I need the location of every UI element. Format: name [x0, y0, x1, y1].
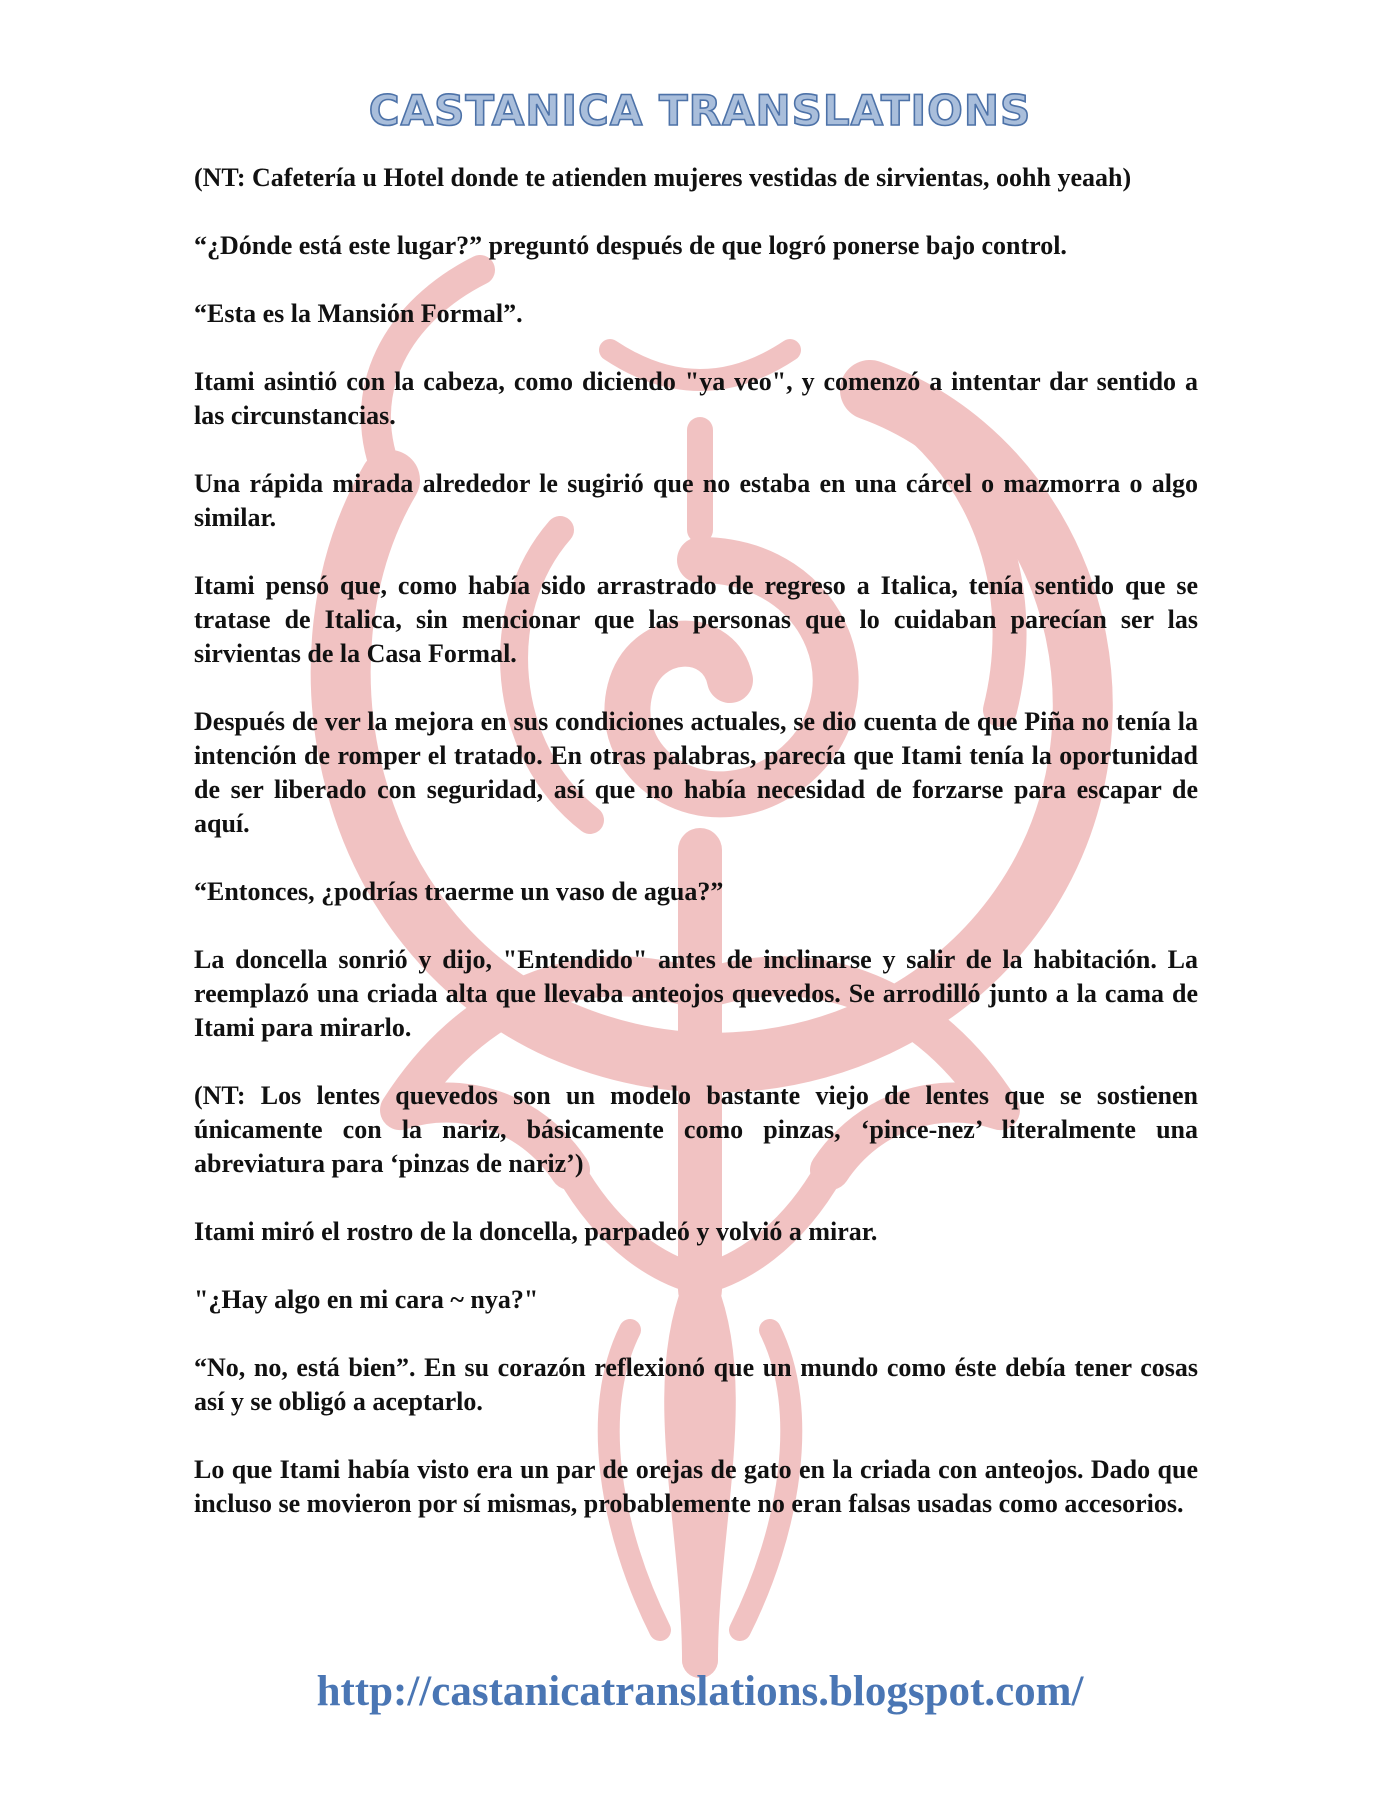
- paragraph: "¿Hay algo en mi cara ~ nya?": [194, 1285, 539, 1314]
- paragraph: Itami pensó que, como había sido arrastrado de regreso a Italica, tenía sentido que se tratase de Italica, sin mencionar que las personas que lo cuidaban parecían ser las sirvientas de la Casa Formal.: [194, 571, 1198, 668]
- paragraph: Lo que Itami había visto era un par de orejas de gato en la criada con anteojos. Dado que incluso se movieron por sí mismas, probablemente no eran falsas usadas como accesorios.: [194, 1455, 1198, 1518]
- paragraph: La doncella sonrió y dijo, "Entendido" antes de inclinarse y salir de la habitación. La reemplazó una criada alta que llevaba anteojos quevedos. Se arrodilló junto a la cama de Itami para mirarlo.: [194, 945, 1198, 1042]
- paragraph: Itami asintió con la cabeza, como diciendo "ya veo", y comenzó a intentar dar sentido a las circunstancias.: [194, 367, 1198, 430]
- paragraph: “Esta es la Mansión Formal”.: [194, 299, 523, 328]
- paragraph: Una rápida mirada alrededor le sugirió que no estaba en una cárcel o mazmorra o algo similar.: [194, 469, 1198, 532]
- document-body: [194, 161, 1198, 1555]
- paragraph: Después de ver la mejora en sus condiciones actuales, se dio cuenta de que Piña no tenía la intención de romper el tratado. En otras palabras, parecía que Itami tenía la oportunidad de ser liberado con seguridad, así que no había necesidad de forzarse para escapar de aquí.: [194, 707, 1198, 838]
- paragraph: Itami miró el rostro de la doncella, parpadeó y volvió a mirar.: [194, 1217, 878, 1246]
- site-title: CASTANICA TRANSLATIONS: [368, 86, 1032, 135]
- paragraph: (NT: Los lentes quevedos son un modelo bastante viejo de lentes que se sostienen únicamente con la nariz, básicamente como pinzas, ‘pince-nez’ literalmente una abreviatura para ‘pinzas de nariz’): [194, 1081, 1198, 1178]
- blog-url-link[interactable]: http://castanicatranslations.blogspot.com/: [316, 1668, 1084, 1715]
- paragraph: “¿Dónde está este lugar?” preguntó después de que logró ponerse bajo control.: [194, 231, 1067, 260]
- paragraph: “No, no, está bien”. En su corazón reflexionó que un mundo como éste debía tener cosas así y se obligó a aceptarlo.: [194, 1353, 1198, 1416]
- paragraph: (NT: Cafetería u Hotel donde te atienden mujeres vestidas de sirvientas, oohh yeaah): [194, 163, 1132, 192]
- paragraph: “Entonces, ¿podrías traerme un vaso de agua?”: [194, 877, 724, 906]
